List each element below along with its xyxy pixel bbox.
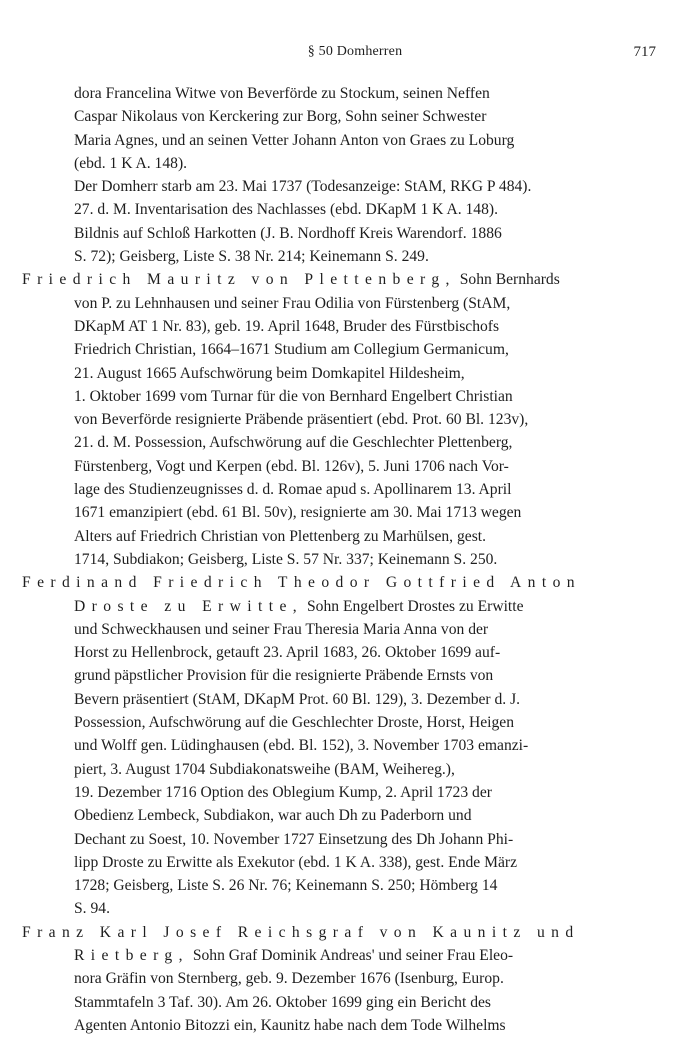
text-line	[50, 129, 662, 152]
line-text: Agenten Antonio Bitozzi ein, Kaunitz habe nach dem Tode Wilhelms	[74, 1016, 506, 1034]
text-line	[22, 921, 662, 944]
line-text: Horst zu Hellenbrock, getauft 23. April 1683, 26. Oktober 1699 auf-	[74, 644, 501, 662]
text-line	[50, 455, 662, 478]
person-name: Franz Karl Josef Reichsgraf von Kaunitz und	[22, 923, 580, 941]
line-text: Dechant zu Soest, 10. November 1727 Einsetzung des Dh Johann Phi-	[74, 830, 514, 848]
line-text: Alters auf Friedrich Christian von Plettenberg zu Marhülsen, gest.	[74, 527, 486, 545]
line-text: dora Francelina Witwe von Beverförde zu Stockum, seinen Neffen	[74, 85, 490, 102]
text-line	[50, 548, 662, 571]
text-line	[50, 338, 662, 361]
line-text: und Wolff gen. Lüdinghausen (ebd. Bl. 152), 3. November 1703 emanzi-	[74, 737, 529, 755]
text-line	[50, 711, 662, 734]
line-text: Obedienz Lembeck, Subdiakon, war auch Dh zu Paderborn und	[74, 807, 472, 825]
person-name: Droste zu Erwitte,	[74, 597, 304, 615]
line-text: Maria Agnes, und an seinen Vetter Johann Anton von Graes zu Loburg	[74, 131, 515, 149]
page-header	[46, 44, 664, 68]
text-line	[50, 851, 662, 874]
text-line	[50, 525, 662, 548]
line-text: Caspar Nikolaus von Kerckering zur Borg, Sohn seiner Schwester	[74, 108, 487, 126]
line-text: (ebd. 1 K A. 148).	[74, 154, 188, 172]
line-text: Sohn Bernhards	[455, 271, 560, 289]
person-name: Rietberg,	[74, 946, 189, 964]
line-text: Possession, Aufschwörung auf die Geschlechter Droste, Horst, Heigen	[74, 714, 514, 732]
text-line	[50, 804, 662, 827]
line-text: 1728; Geisberg, Liste S. 26 Nr. 76; Keinemann S. 250; Hömberg 14	[74, 877, 498, 895]
text-line	[50, 641, 662, 664]
line-text: Friedrich Christian, 1664–1671 Studium am Collegium Germanicum,	[74, 341, 509, 359]
line-text: Fürstenberg, Vogt und Kerpen (ebd. Bl. 126v), 5. Juni 1706 nach Vor-	[74, 457, 509, 475]
line-text: 27. d. M. Inventarisation des Nachlasses (ebd. DKapM 1 K A. 148).	[74, 201, 498, 219]
text-body	[22, 82, 662, 1037]
line-text: lipp Droste zu Erwitte als Exekutor (ebd. 1 K A. 338), gest. Ende März	[74, 853, 518, 871]
text-line	[50, 431, 662, 454]
text-line	[50, 1014, 662, 1037]
text-line	[50, 664, 662, 687]
text-line	[50, 385, 662, 408]
line-text: von Beverförde resignierte Präbende präsentiert (ebd. Prot. 60 Bl. 123v),	[74, 411, 529, 429]
line-text: S. 94.	[74, 900, 110, 918]
text-line	[50, 478, 662, 501]
text-line	[50, 292, 662, 315]
line-text: lage des Studienzeugnisses d. d. Romae apud s. Apollinarem 13. April	[74, 481, 512, 499]
line-text: Stammtafeln 3 Taf. 30). Am 26. Oktober 1699 ging ein Bericht des	[74, 993, 491, 1011]
line-text: 1. Oktober 1699 vom Turnar für die von Bernhard Engelbert Christian	[74, 387, 513, 405]
line-text: Sohn Graf Dominik Andreas' und seiner Frau Eleo-	[188, 946, 514, 964]
line-text: piert, 3. August 1704 Subdiakonatsweihe (BAM, Weihereg.),	[74, 760, 455, 778]
text-line	[50, 362, 662, 385]
text-line	[50, 944, 662, 967]
text-line	[50, 315, 662, 338]
text-line	[50, 501, 662, 524]
text-line	[50, 874, 662, 897]
text-line	[50, 175, 662, 198]
line-text: Der Domherr starb am 23. Mai 1737 (Todesanzeige: StAM, RKG P 484).	[74, 178, 532, 196]
text-line	[50, 734, 662, 757]
text-line	[50, 991, 662, 1014]
text-line	[50, 152, 662, 175]
running-title: § 50 Domherren	[307, 44, 403, 59]
person-name: Ferdinand Friedrich Theodor Gottfried Anton	[22, 574, 582, 592]
line-text: S. 72); Geisberg, Liste S. 38 Nr. 214; Keinemann S. 249.	[74, 248, 429, 266]
line-text: und Schweckhausen und seiner Frau Theresia Maria Anna von der	[74, 620, 489, 638]
text-line	[50, 82, 662, 105]
line-text: Bildnis auf Schloß Harkotten (J. B. Nordhoff Kreis Warendorf. 1886	[74, 224, 502, 242]
line-text: grund päpstlicher Provision für die resignierte Präbende Ernsts von	[74, 667, 494, 685]
line-text: 21. d. M. Possession, Aufschwörung auf die Geschlechter Plettenberg,	[74, 434, 513, 452]
line-text: Sohn Engelbert Drostes zu Erwitte	[303, 597, 524, 615]
page-number: 717	[633, 44, 656, 60]
text-line	[50, 781, 662, 804]
text-line	[50, 688, 662, 711]
text-line	[50, 897, 662, 920]
text-line	[50, 618, 662, 641]
text-line	[22, 571, 662, 594]
text-line	[50, 828, 662, 851]
line-text: 1714, Subdiakon; Geisberg, Liste S. 57 Nr. 337; Keinemann S. 250.	[74, 550, 498, 568]
text-line	[50, 408, 662, 431]
text-line	[50, 105, 662, 128]
text-line	[50, 198, 662, 221]
text-line	[50, 967, 662, 990]
line-text: nora Gräfin von Sternberg, geb. 9. Dezember 1676 (Isenburg, Europ.	[74, 970, 504, 988]
line-text: Bevern präsentiert (StAM, DKapM Prot. 60 Bl. 129), 3. Dezember d. J.	[74, 690, 521, 708]
text-line	[50, 245, 662, 268]
text-line	[50, 595, 662, 618]
text-line	[50, 758, 662, 781]
text-line	[22, 268, 662, 291]
line-text: 19. Dezember 1716 Option des Oblegium Kump, 2. April 1723 der	[74, 783, 492, 801]
line-text: DKapM AT 1 Nr. 83), geb. 19. April 1648, Bruder des Fürstbischofs	[74, 317, 500, 335]
text-line	[50, 222, 662, 245]
line-text: 1671 emanzipiert (ebd. 61 Bl. 50v), resignierte am 30. Mai 1713 wegen	[74, 504, 522, 522]
line-text: 21. August 1665 Aufschwörung beim Domkapitel Hildesheim,	[74, 364, 465, 382]
line-text: von P. zu Lehnhausen und seiner Frau Odilia von Fürstenberg (StAM,	[74, 294, 511, 312]
person-name: Friedrich Mauritz von Plettenberg,	[22, 271, 456, 289]
